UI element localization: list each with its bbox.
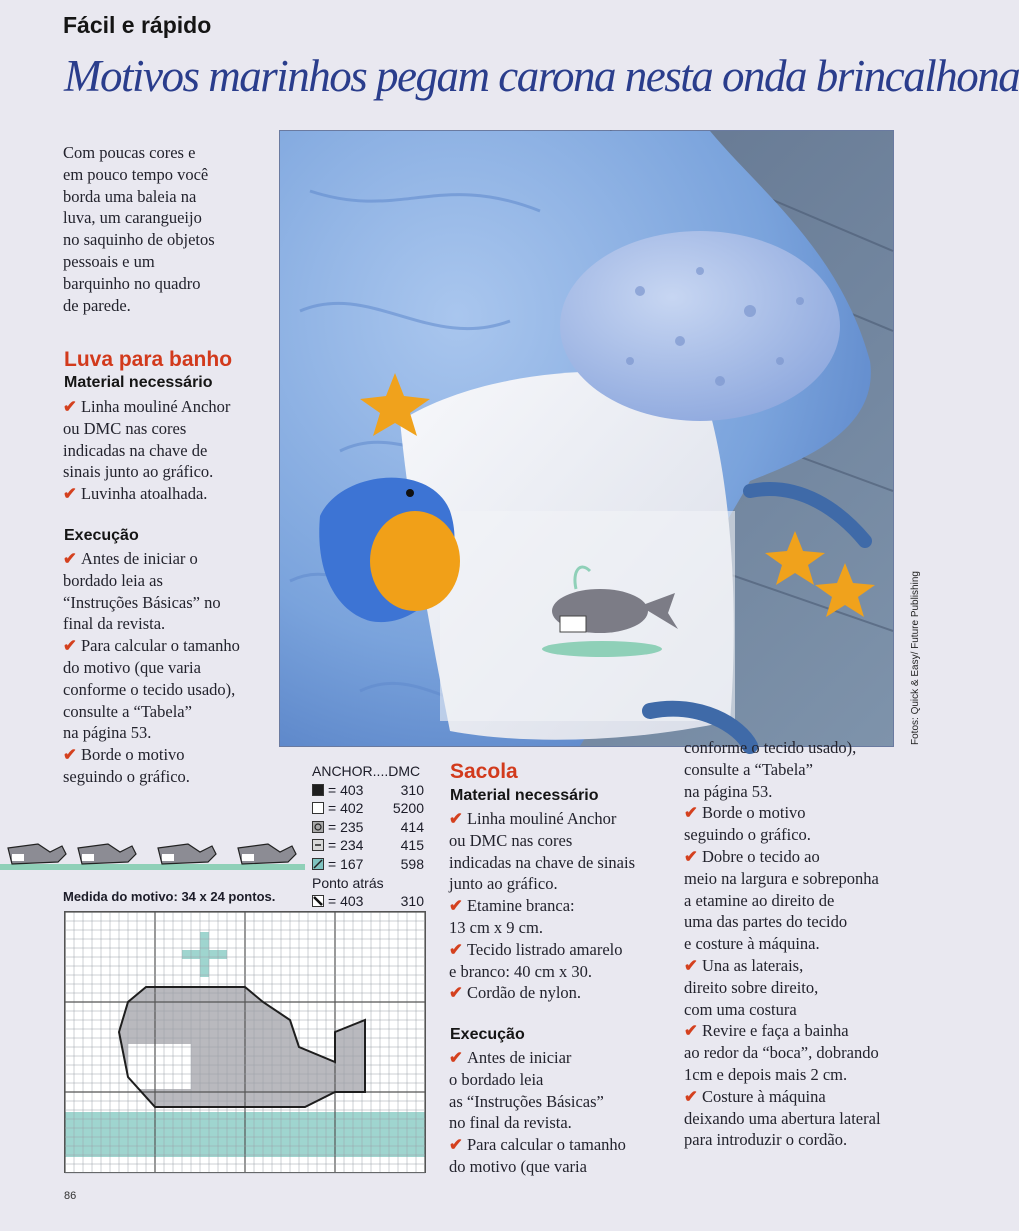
list-item — [63, 592, 240, 614]
list-item — [63, 657, 240, 679]
list-item — [449, 961, 635, 983]
luva-execucao-list — [63, 548, 240, 788]
checkmark-icon: ✔ — [63, 636, 81, 656]
color-key-row: = 235 414 — [312, 818, 424, 837]
list-item-text: na página 53. — [63, 723, 152, 743]
intro-text — [63, 142, 215, 316]
intro-line: no saquinho de objetos — [63, 230, 215, 250]
blank-square-icon — [312, 802, 324, 814]
list-item-text: seguindo o gráfico. — [684, 825, 811, 845]
list-item-text: Etamine branca: — [466, 896, 575, 916]
list-item-text: direito sobre direito, — [684, 977, 819, 997]
photo-credit — [896, 568, 921, 746]
list-item-text: e costure à máquina. — [684, 934, 820, 954]
list-item-text: Una as laterais, — [701, 955, 804, 975]
list-item — [449, 1112, 626, 1134]
color-key-row: = 167 598 — [312, 855, 424, 874]
sacola-execucao-list — [449, 1047, 626, 1178]
list-item-text: Linha mouliné Anchor — [80, 397, 231, 416]
section-kicker: Fácil e rápido — [63, 12, 212, 38]
list-item — [684, 781, 881, 803]
list-item — [449, 852, 635, 874]
list-item — [449, 917, 635, 939]
checkmark-icon: ✔ — [684, 955, 702, 975]
list-item-text: conforme o tecido usado), — [63, 679, 236, 699]
luva-execucao-title: Execução — [64, 527, 139, 544]
list-item-text: Cordão de nylon. — [466, 983, 582, 1003]
list-item — [449, 939, 635, 961]
whale-border-motif — [0, 828, 305, 876]
list-item-text: Para calcular o tamanho — [466, 1135, 626, 1155]
checkmark-icon: ✔ — [684, 803, 702, 823]
color-key-row: = 402 5200 — [312, 799, 424, 818]
list-item-text: do motivo (que varia — [63, 657, 201, 677]
list-item — [684, 977, 881, 999]
sacola-continued-list — [684, 737, 881, 1151]
checkmark-icon: ✔ — [449, 1135, 467, 1155]
list-item — [63, 483, 230, 505]
list-item-text: 13 cm x 9 cm. — [449, 917, 543, 937]
list-item — [63, 461, 230, 483]
list-item-text: Borde o motivo — [80, 745, 185, 765]
color-key-row: = 403 310 — [312, 892, 424, 911]
intro-line: Com poucas cores e — [63, 143, 196, 162]
list-item — [449, 1069, 626, 1091]
list-item — [63, 679, 240, 701]
list-item — [684, 1064, 881, 1086]
checkmark-icon: ✔ — [684, 1021, 702, 1041]
list-item — [63, 570, 240, 592]
luva-material-list — [63, 396, 230, 505]
list-item-text: e branco: 40 cm x 30. — [449, 961, 592, 981]
intro-line: em pouco tempo você — [63, 164, 209, 184]
list-item-text: para introduzir o cordão. — [684, 1130, 848, 1150]
checkmark-icon: ✔ — [449, 983, 467, 1003]
sacola-material-list — [449, 808, 635, 1004]
list-item-text: ao redor da “boca”, dobrando — [684, 1043, 879, 1063]
list-item-text: as “Instruções Básicas” — [449, 1091, 604, 1111]
list-item-text: ou DMC nas cores — [449, 830, 573, 850]
page-number: 86 — [64, 1190, 77, 1202]
list-item — [684, 1108, 881, 1130]
checkmark-icon: ✔ — [63, 745, 81, 765]
list-item-text: Dobre o tecido ao — [701, 846, 820, 866]
list-item — [684, 1129, 881, 1151]
list-item — [684, 1020, 881, 1042]
checkmark-icon: ✔ — [449, 809, 467, 828]
intro-line: barquinho no quadro — [63, 273, 201, 293]
list-item — [684, 759, 881, 781]
motif-size: Medida do motivo: 34 x 24 pontos. — [63, 889, 276, 904]
list-item — [684, 890, 881, 912]
list-item — [63, 440, 230, 462]
list-item — [684, 1042, 881, 1064]
list-item — [684, 999, 881, 1021]
list-item-text: com uma costura — [684, 999, 797, 1019]
cross-stitch-chart — [64, 911, 426, 1173]
product-photo — [279, 130, 894, 747]
list-item — [684, 802, 881, 824]
list-item-text: conforme o tecido usado), — [684, 738, 857, 757]
list-item — [449, 982, 635, 1004]
list-item — [63, 722, 240, 744]
intro-line: de parede. — [63, 295, 131, 315]
checkmark-icon: ✔ — [63, 484, 81, 504]
list-item-text: no final da revista. — [449, 1113, 572, 1133]
luva-material-title: Material necessário — [64, 374, 213, 391]
list-item-text: indicadas na chave de — [63, 440, 208, 460]
list-item — [449, 830, 635, 852]
chart-whale-spout — [182, 950, 227, 959]
toy-whale — [319, 478, 460, 622]
list-item-text: Borde o motivo — [701, 803, 806, 823]
list-item — [63, 548, 240, 570]
list-item-text: na página 53. — [684, 781, 773, 801]
list-item-text: Luvinha atoalhada. — [80, 484, 208, 504]
list-item-text: Antes de iniciar — [466, 1048, 572, 1067]
list-item-text: 1cm e depois mais 2 cm. — [684, 1064, 848, 1084]
sacola-execucao-title: Execução — [450, 1026, 525, 1043]
list-item — [63, 418, 230, 440]
photo-illustration — [280, 131, 893, 746]
dash-light-icon — [312, 839, 324, 851]
list-item — [63, 744, 240, 766]
diag-line-icon — [312, 895, 324, 907]
list-item — [449, 895, 635, 917]
list-item-text: do motivo (que varia — [449, 1156, 587, 1176]
list-item-text: sinais junto ao gráfico. — [63, 462, 214, 482]
checkmark-icon: ✔ — [449, 939, 467, 959]
list-item-text: indicadas na chave de sinais — [449, 852, 636, 872]
list-item — [63, 613, 240, 635]
checkmark-icon: ✔ — [63, 397, 81, 416]
list-item — [684, 911, 881, 933]
list-item-text: seguindo o gráfico. — [63, 766, 190, 786]
whale-mouth — [242, 854, 254, 861]
list-item — [684, 846, 881, 868]
list-item — [449, 1047, 626, 1069]
diag-teal-icon — [312, 858, 324, 870]
list-item — [684, 868, 881, 890]
list-item-text: Revire e faça a bainha — [701, 1021, 849, 1041]
intro-line: borda uma baleia na — [63, 186, 197, 206]
whale-mouth — [12, 854, 24, 861]
intro-line: luva, um carangueijo — [63, 208, 202, 228]
color-key-row: = 403 310 — [312, 781, 424, 800]
list-item — [63, 635, 240, 657]
checkmark-icon: ✔ — [449, 896, 467, 916]
page-title: Motivos marinhos pegam carona nesta onda brincalhona — [64, 51, 1019, 101]
list-item — [684, 737, 881, 759]
whale-mouth — [162, 854, 174, 861]
list-item — [449, 873, 635, 895]
chart-whale-mouth — [128, 1044, 191, 1089]
sacola-material-title: Material necessário — [450, 787, 599, 804]
checkmark-icon: ✔ — [449, 1048, 467, 1067]
list-item — [449, 808, 635, 830]
sacola-title: Sacola — [450, 760, 518, 783]
luva-title: Luva para banho — [64, 348, 233, 371]
checkmark-icon: ✔ — [63, 549, 81, 568]
list-item — [684, 933, 881, 955]
checkmark-icon: ✔ — [684, 1086, 702, 1106]
list-item-text: a etamine ao direito de — [684, 890, 835, 910]
list-item — [684, 824, 881, 846]
list-item — [449, 1134, 626, 1156]
list-item-text: consulte a “Tabela” — [63, 701, 192, 721]
whale-mouth — [82, 854, 94, 861]
list-item-text: o bordado leia — [449, 1069, 544, 1089]
list-item-text: bordado leia as — [63, 570, 163, 590]
list-item-text: deixando uma abertura lateral — [684, 1108, 881, 1128]
circle-gray-icon — [312, 821, 324, 833]
checkmark-icon: ✔ — [684, 846, 702, 866]
color-key-header: ANCHOR....DMC — [312, 763, 421, 779]
list-item-text: uma das partes do tecido — [684, 912, 848, 932]
intro-line: pessoais e um — [63, 251, 155, 271]
list-item — [449, 1156, 626, 1178]
solid-dark-icon — [312, 784, 324, 796]
color-key-row: = 234 415 — [312, 836, 424, 855]
color-key — [312, 762, 424, 911]
list-item — [63, 766, 240, 788]
list-item-text: ou DMC nas cores — [63, 418, 187, 438]
list-item — [63, 701, 240, 723]
list-item-text: Costure à máquina — [701, 1086, 826, 1106]
photo-credit-text: Fotos: Quick & Easy/ Future Publishing — [910, 571, 921, 745]
list-item — [684, 955, 881, 977]
list-item-text: Linha mouliné Anchor — [466, 809, 617, 828]
list-item-text: “Instruções Básicas” no — [63, 592, 221, 612]
list-item-text: consulte a “Tabela” — [684, 759, 813, 779]
list-item-text: Tecido listrado amarelo — [466, 939, 623, 959]
list-item — [449, 1091, 626, 1113]
list-item — [684, 1086, 881, 1108]
list-item-text: Antes de iniciar o — [80, 549, 198, 568]
list-item-text: final da revista. — [63, 614, 166, 634]
list-item-text: meio na largura e sobreponha — [684, 868, 879, 888]
list-item-text: Para calcular o tamanho — [80, 636, 240, 656]
list-item — [63, 396, 230, 418]
list-item-text: junto ao gráfico. — [449, 874, 558, 894]
backstitch-title: Ponto atrás — [312, 874, 384, 891]
